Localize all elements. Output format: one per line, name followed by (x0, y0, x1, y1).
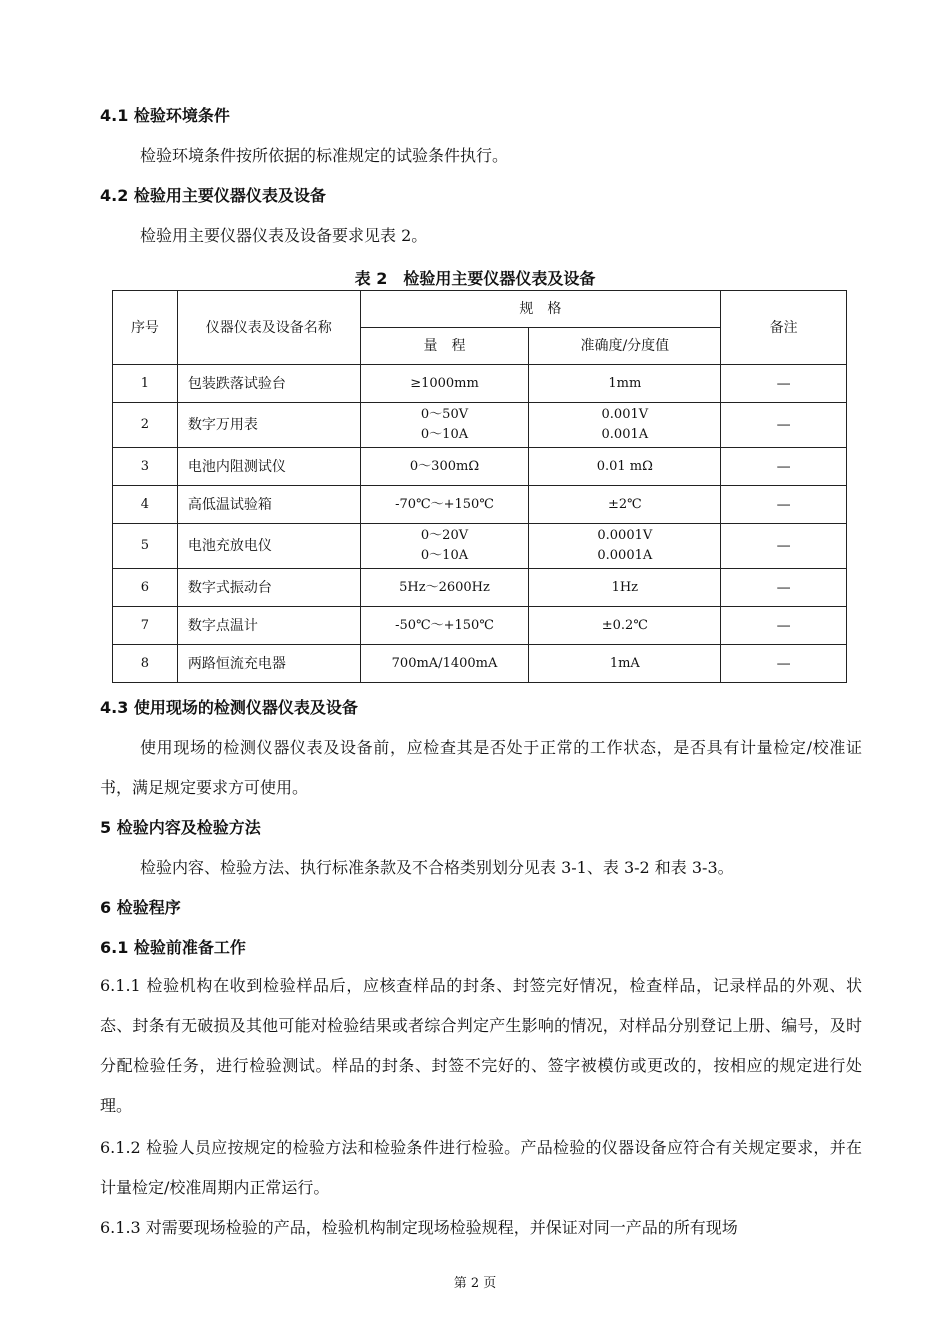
cell-name: 两路恒流充电器 (177, 645, 360, 683)
header-remark: 备注 (721, 291, 847, 365)
cell-accuracy (529, 524, 721, 569)
section-4-3-text: 使用现场的检测仪器仪表及设备前，应检查其是否处于正常的工作状态，是否具有计量检定/校准证书，满足规定要求方可使用。 (100, 738, 862, 797)
section-4-2-heading: 4.2 检验用主要仪器仪表及设备 (100, 186, 326, 205)
cell-range-line: 0～10A (420, 548, 469, 563)
cell-no: 6 (113, 569, 178, 607)
paragraph-6-1-1: 6.1.1 检验机构在收到检验样品后，应核查样品的封条、封签完好情况，检查样品，记录样品的外观、状态、封条有无破损及其他可能对检验结果或者综合判定产生影响的情况，对样品分别登记上册、编号，及时分配检验任务，进行检验测试。样品的封条、封签不完好的、签字被模仿或更改的，按相应的规定进行处理。 (100, 976, 862, 1115)
cell-range (360, 403, 529, 448)
cell-remark: — (721, 569, 847, 607)
cell-range (360, 524, 529, 569)
cell-range: 700mA/1400mA (360, 645, 529, 683)
cell-accuracy-line: 0.001A (601, 427, 649, 442)
cell-accuracy (529, 403, 721, 448)
section-4-1-heading: 4.1 检验环境条件 (100, 106, 230, 125)
cell-name: 电池充放电仪 (177, 524, 360, 569)
table-row (113, 645, 847, 683)
cell-remark: — (721, 365, 847, 403)
cell-accuracy-line: 0.0001V (597, 528, 653, 543)
table-row (113, 607, 847, 645)
cell-range-line: 0～20V (420, 528, 469, 543)
cell-remark: — (721, 645, 847, 683)
table-row (113, 524, 847, 569)
cell-remark: — (721, 607, 847, 645)
cell-accuracy: ±2℃ (529, 486, 721, 524)
section-5-text: 检验内容、检验方法、执行标准条款及不合格类别划分见表 3-1、表 3-2 和表 3-3。 (140, 858, 734, 877)
section-6-heading: 6 检验程序 (100, 898, 181, 917)
cell-accuracy: 1Hz (529, 569, 721, 607)
cell-accuracy-line: 0.0001A (597, 548, 653, 563)
cell-range: 0～300mΩ (360, 448, 529, 486)
instrument-table (112, 290, 847, 683)
paragraph-6-1-3: 6.1.3 对需要现场检验的产品，检验机构制定现场检验规程，并保证对同一产品的所有现场 (100, 1218, 738, 1237)
header-spec: 规 格 (360, 291, 721, 328)
cell-no: 8 (113, 645, 178, 683)
page-number: 第 2 页 (453, 1276, 497, 1291)
cell-no: 3 (113, 448, 178, 486)
cell-range: -50℃～+150℃ (360, 607, 529, 645)
header-name: 仪器仪表及设备名称 (177, 291, 360, 365)
table-row (113, 486, 847, 524)
cell-name: 数字点温计 (177, 607, 360, 645)
cell-no: 5 (113, 524, 178, 569)
cell-name: 数字式振动台 (177, 569, 360, 607)
cell-name: 高低温试验箱 (177, 486, 360, 524)
cell-no: 7 (113, 607, 178, 645)
cell-range: ≥1000mm (360, 365, 529, 403)
table-row (113, 403, 847, 448)
section-4-3-heading: 4.3 使用现场的检测仪器仪表及设备 (100, 698, 358, 717)
cell-no: 4 (113, 486, 178, 524)
cell-name: 数字万用表 (177, 403, 360, 448)
section-4-1-text: 检验环境条件按所依据的标准规定的试验条件执行。 (140, 146, 509, 165)
table-row (113, 448, 847, 486)
cell-accuracy-line: 0.001V (601, 407, 649, 422)
cell-accuracy: 1mm (529, 365, 721, 403)
cell-remark: — (721, 524, 847, 569)
section-5-heading: 5 检验内容及检验方法 (100, 818, 261, 837)
cell-no: 2 (113, 403, 178, 448)
cell-name: 包装跌落试验台 (177, 365, 360, 403)
paragraph-6-1-2: 6.1.2 检验人员应按规定的检验方法和检验条件进行检验。产品检验的仪器设备应符合有关规定要求，并在计量检定/校准周期内正常运行。 (100, 1138, 862, 1197)
cell-remark: — (721, 403, 847, 448)
cell-range-line: 0～50V (420, 407, 469, 422)
cell-range: 5Hz～2600Hz (360, 569, 529, 607)
cell-accuracy: 0.01 mΩ (529, 448, 721, 486)
table-row (113, 365, 847, 403)
cell-range: -70℃～+150℃ (360, 486, 529, 524)
cell-name: 电池内阻测试仪 (177, 448, 360, 486)
cell-accuracy: ±0.2℃ (529, 607, 721, 645)
table-row (113, 569, 847, 607)
section-4-2-text: 检验用主要仪器仪表及设备要求见表 2。 (140, 226, 428, 245)
cell-remark: — (721, 448, 847, 486)
header-range: 量 程 (360, 328, 529, 365)
section-6-1-heading: 6.1 检验前准备工作 (100, 938, 246, 957)
header-accuracy: 准确度/分度值 (529, 328, 721, 365)
cell-no: 1 (113, 365, 178, 403)
table-caption: 表 2 检验用主要仪器仪表及设备 (354, 269, 596, 288)
cell-range-line: 0～10A (420, 427, 469, 442)
cell-remark: — (721, 486, 847, 524)
cell-accuracy: 1mA (529, 645, 721, 683)
header-no: 序号 (113, 291, 178, 365)
